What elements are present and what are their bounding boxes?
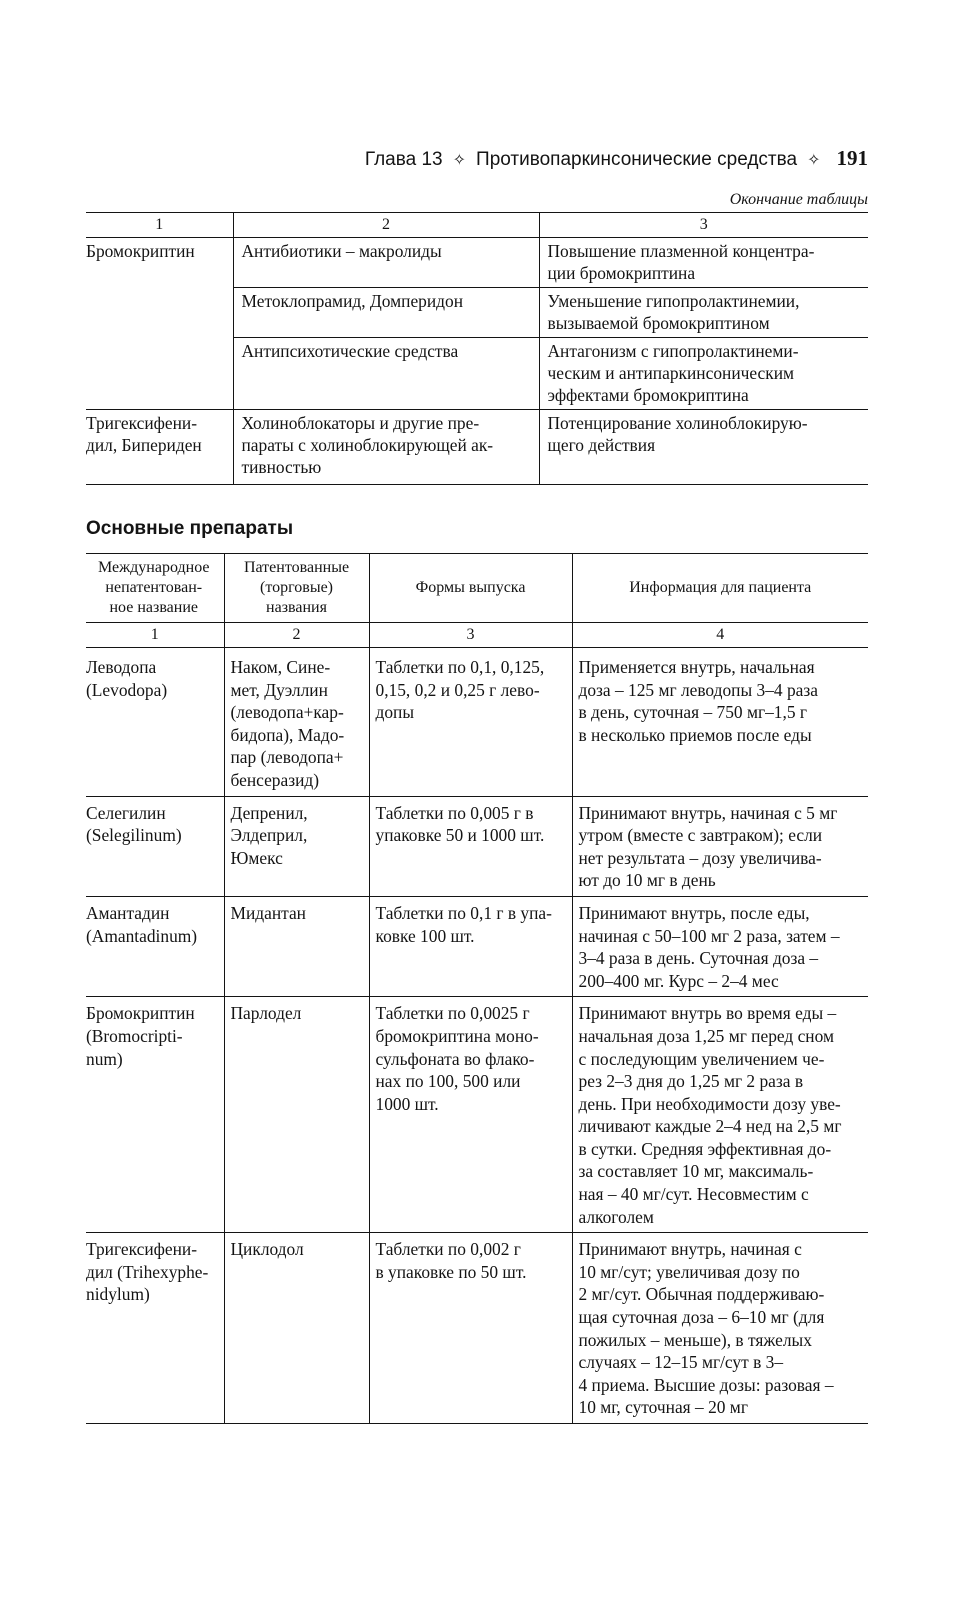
- interacting-agent: Антипсихотические средства: [233, 338, 539, 410]
- column-header-inn: Международное непатентован- ное название: [97, 559, 210, 616]
- section-title: Основные препараты: [86, 518, 294, 539]
- column-number: 3: [369, 623, 572, 648]
- drug-dosage-forms: Таблетки по 0,005 г в упаковке 50 и 1000 шт.: [369, 796, 572, 896]
- interaction-effect: Антагонизм с гипопролактинеми- ческим и антипаркинсоническим эффектами бромокриптина: [539, 338, 868, 410]
- running-header: [0, 146, 868, 171]
- column-header-patient-info: Информация для пациента: [572, 554, 868, 623]
- column-number-row: [86, 213, 868, 238]
- main-drugs-table: [86, 553, 868, 1424]
- column-number: 3: [539, 213, 868, 238]
- drug-trade-names: Циклодол: [224, 1233, 369, 1424]
- interacting-agent: Холиноблокаторы и другие пре- параты с холиноблокирующей ак- тивностью: [233, 410, 539, 485]
- interacting-agent: Метоклопрамид, Домперидон: [233, 288, 539, 338]
- drug-inn: Бромокриптин (Bromocripti- num): [86, 997, 224, 1233]
- interacting-agent: Антибиотики – макролиды: [233, 238, 539, 288]
- interaction-drug-name: Бромокриптин: [86, 238, 233, 410]
- table-row: [86, 410, 868, 485]
- drug-inn: Амантадин (Amantadinum): [86, 896, 224, 996]
- drug-interaction-table: [86, 212, 868, 485]
- interaction-effect: Потенцирование холиноблокирую- щего действия: [539, 410, 868, 485]
- column-number: 1: [155, 216, 164, 233]
- drug-patient-info: Применяется внутрь, начальная доза – 125 мг леводопы 3–4 раза в день, суточная – 750 мг–1,5 г в несколько приемов после еды: [572, 648, 868, 797]
- table-header-row: [86, 554, 868, 623]
- column-header-trade-names: Патентованные (торговые) названия: [224, 554, 369, 623]
- drug-dosage-forms: Таблетки по 0,002 г в упаковке по 50 шт.: [369, 1233, 572, 1424]
- drug-dosage-forms: Таблетки по 0,1, 0,125, 0,15, 0,2 и 0,25 г лево- допы: [369, 648, 572, 797]
- diamond-ornament-icon: ✧: [452, 152, 467, 169]
- chapter-title: Противопаркинсонические средства: [476, 149, 798, 170]
- drug-trade-names: Депренил, Элдеприл, Юмекс: [224, 796, 369, 896]
- interaction-effect: Уменьшение гипопролактинемии, вызываемой бромокриптином: [539, 288, 868, 338]
- column-number: 1: [86, 623, 224, 648]
- column-header-dosage-forms: Формы выпуска: [369, 554, 572, 623]
- column-number-row: [86, 623, 868, 648]
- drug-inn: Тригексифени- дил (Trihexyphe- nidylum): [86, 1233, 224, 1424]
- interaction-drug-name: Тригексифени- дил, Бипериден: [86, 410, 233, 485]
- drug-trade-names: Мидантан: [224, 896, 369, 996]
- column-number: 2: [233, 213, 539, 238]
- drug-trade-names: Парлодел: [224, 997, 369, 1233]
- table-row: [86, 796, 868, 896]
- table-row: [86, 1233, 868, 1424]
- drug-inn: Селегилин (Selegilinum): [86, 796, 224, 896]
- column-number: 4: [572, 623, 868, 648]
- chapter-label: Глава 13: [364, 149, 443, 170]
- drug-patient-info: Принимают внутрь, после еды, начиная с 50–100 мг 2 раза, затем – 3–4 раза в день. Суточная доза – 200–400 мг. Курс – 2–4 мес: [572, 896, 868, 996]
- table-row: [86, 896, 868, 996]
- drug-trade-names: Наком, Сине- мет, Дуэллин (леводопа+кар- бидопа), Мадо- пар (леводопа+ бенсеразид): [224, 648, 369, 797]
- table-continuation-label: Окончание таблицы: [729, 191, 868, 208]
- drug-inn: Леводопа (Levodopa): [86, 648, 224, 797]
- page-number: 191: [836, 146, 868, 170]
- table-row: [86, 238, 868, 288]
- drug-dosage-forms: Таблетки по 0,1 г в упа- ковке 100 шт.: [369, 896, 572, 996]
- drug-patient-info: Принимают внутрь во время еды – начальная доза 1,25 мг перед сном с последующим увеличением че- рез 2–3 дня до 1,25 мг 2 раза в день. При необходимости дозу уве- личивают каждые 2–4 нед на 2,5 мг в сутки. Средняя эффективная до- за составляет 10 мг, максималь- ная – 40 мг/сут. Несовместим с алкоголем: [572, 997, 868, 1233]
- table-row: [86, 648, 868, 797]
- table-row: [86, 997, 868, 1233]
- column-number: 2: [224, 623, 369, 648]
- drug-patient-info: Принимают внутрь, начиная с 5 мг утром (вместе с завтраком); если нет результата – дозу увеличива- ют до 10 мг в день: [572, 796, 868, 896]
- diamond-ornament-icon: ✧: [807, 152, 821, 169]
- drug-dosage-forms: Таблетки по 0,0025 г бромокриптина моно- сульфоната во флако- нах по 100, 500 или 1000 шт.: [369, 997, 572, 1233]
- drug-patient-info: Принимают внутрь, начиная с 10 мг/сут; увеличивая дозу по 2 мг/сут. Обычная поддерживаю- щая суточная доза – 6–10 мг (для пожилых – меньше), в тяжелых случаях – 12–15 мг/сут в 3– 4 приема. Высшие дозы: разовая – 10 мг, суточная – 20 мг: [572, 1233, 868, 1424]
- interaction-effect: Повышение плазменной концентра- ции бромокриптина: [539, 238, 868, 288]
